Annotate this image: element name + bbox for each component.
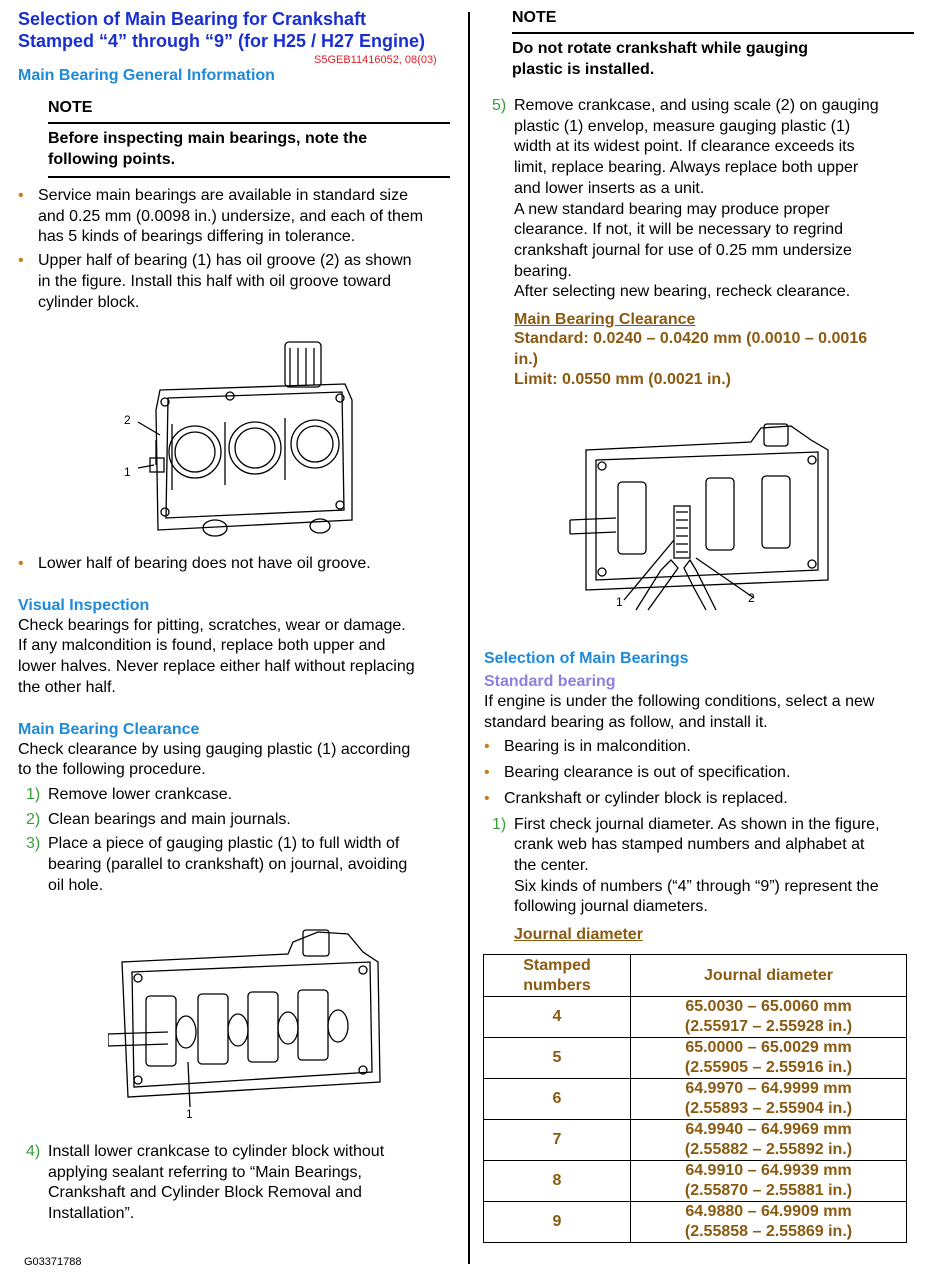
diameter-in: (2.55882 – 2.55892 in.) xyxy=(684,1141,853,1158)
table-title: Journal diameter xyxy=(514,926,643,944)
stamped-number-cell: 7 xyxy=(484,1120,631,1161)
step-line: Remove crankcase, and using scale (2) on gauging xyxy=(514,97,879,114)
step4-block xyxy=(18,1142,458,1225)
general-info-heading: Main Bearing General Information xyxy=(18,67,275,84)
table-row xyxy=(484,1161,907,1202)
diameter-cell xyxy=(631,1202,907,1243)
bullet-line: • Upper half of bearing (1) has oil groove (2) as shown xyxy=(38,252,412,270)
diameter-in: (2.55870 – 2.55881 in.) xyxy=(684,1182,853,1199)
step-line: Crankshaft and Cylinder Block Removal and xyxy=(48,1184,362,1202)
step-number: 4) xyxy=(26,1143,41,1160)
bullet-line: • Lower half of bearing does not have oil groove. xyxy=(38,555,371,572)
step-line: First check journal diameter. As shown in the figure, xyxy=(514,815,880,833)
note-box-right xyxy=(512,8,914,86)
note-text xyxy=(48,124,450,176)
page-title-line-2: Stamped “4” through “9” (for H25 / H27 Engine) xyxy=(18,31,426,51)
column-header-stamped xyxy=(484,955,631,997)
left-column xyxy=(18,8,458,313)
step-item xyxy=(18,1142,458,1225)
note-body-wrap xyxy=(512,32,914,86)
bullet-line: • Service main bearings are available in standard size xyxy=(38,187,408,204)
diameter-cell xyxy=(631,1120,907,1161)
note-text-line: Do not rotate crankshaft while gauging xyxy=(512,40,809,57)
bullet-line: • Crankshaft or cylinder block is replaced. xyxy=(504,789,788,807)
note-body-wrap xyxy=(48,122,450,178)
figure-callout-1: 1 xyxy=(616,595,623,609)
column-divider xyxy=(468,12,470,1264)
step-line: Installation”. xyxy=(48,1205,135,1223)
note-label: NOTE xyxy=(512,9,557,26)
step-line: Six kinds of numbers (“4” through “9”) represent the xyxy=(514,877,879,895)
note-text-line: plastic is installed. xyxy=(512,61,655,78)
text-line: If any malcondition is found, replace both upper and xyxy=(18,637,386,655)
table-row xyxy=(484,1202,907,1243)
list-item xyxy=(484,763,914,784)
diameter-in: (2.55905 – 2.55916 in.) xyxy=(684,1059,853,1076)
selection-heading: Selection of Main Bearings xyxy=(484,650,689,667)
text-line: standard bearing as follow, and install it. xyxy=(484,713,768,731)
cylinder-block-figure xyxy=(120,340,365,545)
spec-line: in.) xyxy=(514,350,538,368)
left-column-lower xyxy=(18,554,458,896)
list-item xyxy=(18,554,458,575)
bullet-line: cylinder block. xyxy=(38,293,140,311)
journal-diameter-table xyxy=(483,954,907,1243)
bullet-line: • Bearing is in malcondition. xyxy=(504,738,691,756)
table-row xyxy=(484,1120,907,1161)
stamped-number-cell: 8 xyxy=(484,1161,631,1202)
list-item xyxy=(484,789,914,810)
stamped-number-cell: 5 xyxy=(484,1038,631,1079)
step-line: bearing (parallel to crankshaft) on journal, avoiding xyxy=(48,856,408,874)
diameter-in: (2.55858 – 2.55869 in.) xyxy=(684,1223,853,1240)
step-line: Place a piece of gauging plastic (1) to full width of xyxy=(48,835,400,853)
stamped-number-cell: 9 xyxy=(484,1202,631,1243)
note-text-line: Before inspecting main bearings, note the xyxy=(48,130,368,147)
text-line: lower halves. Never replace either half without replacing xyxy=(18,658,415,676)
clearance-text xyxy=(18,740,458,781)
page-title-line-1: Selection of Main Bearing for Crankshaft xyxy=(18,9,367,29)
step-item xyxy=(18,785,458,806)
diameter-cell xyxy=(631,997,907,1038)
step-line: Install lower crankcase to cylinder block without xyxy=(48,1143,385,1160)
text-line: Check bearings for pitting, scratches, wear or damage. xyxy=(18,616,406,634)
step-number: 5) xyxy=(492,97,507,114)
figure-callout-1: 1 xyxy=(186,1107,193,1121)
step-line: A new standard bearing may produce proper xyxy=(514,200,830,218)
bullet-line: in the figure. Install this half with oil groove toward xyxy=(38,272,392,290)
step-line: following journal diameters. xyxy=(514,898,708,916)
step-number: 1) xyxy=(492,815,507,833)
visual-inspection-text xyxy=(18,616,458,699)
measure-gauging-figure xyxy=(566,420,836,615)
list-item xyxy=(484,737,914,758)
table-row xyxy=(484,1038,907,1079)
step-item xyxy=(484,815,914,919)
step-number: 1) xyxy=(26,785,41,803)
visual-inspection-heading: Visual Inspection xyxy=(18,596,150,614)
spec-limit: Limit: 0.0550 mm (0.0021 in.) xyxy=(514,371,731,389)
step-line: plastic (1) envelop, measure gauging plastic (1) xyxy=(514,117,851,135)
diameter-cell xyxy=(631,1079,907,1120)
bullet-line: has 5 kinds of bearings differing in tolerance. xyxy=(38,228,356,246)
text-line: Check clearance by using gauging plastic (1) according xyxy=(18,740,411,758)
step-number: 2) xyxy=(26,810,41,828)
step-item xyxy=(18,834,458,896)
diameter-mm: 65.0030 – 65.0060 mm xyxy=(685,998,852,1015)
clearance-heading: Main Bearing Clearance xyxy=(18,720,200,738)
step-line: clearance. If not, it will be necessary to regrind xyxy=(514,221,844,239)
crankshaft-gauging-figure xyxy=(108,922,393,1122)
procedure-steps xyxy=(18,785,458,897)
diameter-in: (2.55917 – 2.55928 in.) xyxy=(684,1018,853,1035)
right-column xyxy=(484,8,914,391)
diameter-mm: 64.9970 – 64.9999 mm xyxy=(685,1080,852,1097)
diameter-cell xyxy=(631,1038,907,1079)
diameter-mm: 64.9910 – 64.9939 mm xyxy=(685,1162,852,1179)
step-number: 3) xyxy=(26,835,41,853)
column-header-diameter: Journal diameter xyxy=(631,955,907,997)
note-label: NOTE xyxy=(48,99,93,116)
step-line: crank web has stamped numbers and alphabet at xyxy=(514,836,865,854)
diameter-mm: 65.0000 – 65.0029 mm xyxy=(685,1039,852,1056)
step-item xyxy=(18,810,458,831)
table-row xyxy=(484,1079,907,1120)
text-line: If engine is under the following conditions, select a new xyxy=(484,693,875,710)
diameter-in: (2.55893 – 2.55904 in.) xyxy=(684,1100,853,1117)
step-line: Clean bearings and main journals. xyxy=(48,810,291,828)
bullet-line: • Bearing clearance is out of specification. xyxy=(504,764,791,782)
step-line: width at its widest point. If clearance exceeds its xyxy=(514,138,855,156)
step-line: and lower inserts as a unit. xyxy=(514,179,705,197)
list-item xyxy=(18,186,458,248)
list-item xyxy=(18,251,458,313)
document-code: S5GEB11416052, 08(03) xyxy=(314,54,437,66)
figure-id-footer: G03371788 xyxy=(24,1256,82,1268)
clearance-spec xyxy=(514,311,914,391)
text-line: the other half. xyxy=(18,678,116,696)
step-line: After selecting new bearing, recheck clearance. xyxy=(514,283,851,301)
step-line: oil hole. xyxy=(48,876,104,894)
header-line: numbers xyxy=(523,976,591,994)
step-item xyxy=(484,96,914,303)
note-text-line: following points. xyxy=(48,151,176,168)
selection-section xyxy=(484,649,914,946)
bullet-list-left xyxy=(18,186,458,313)
figure-callout-2: 2 xyxy=(748,591,755,605)
text-line: to the following procedure. xyxy=(18,761,206,779)
spec-line: Standard: 0.0240 – 0.0420 mm (0.0010 – 0.0016 xyxy=(514,330,868,348)
bullet-list-right xyxy=(484,737,914,809)
note-text xyxy=(512,34,914,86)
note-box-left xyxy=(48,98,450,178)
selection-text xyxy=(484,692,914,733)
spec-standard xyxy=(514,329,914,370)
spec-heading: Main Bearing Clearance xyxy=(514,311,696,329)
step-line: the center. xyxy=(514,856,589,874)
header-line: Stamped xyxy=(523,956,591,974)
step-line: applying sealant referring to “Main Bearings, xyxy=(48,1163,362,1181)
step-line: limit, replace bearing. Always replace both upper xyxy=(514,159,859,177)
diameter-cell xyxy=(631,1161,907,1202)
figure-callout-2: 2 xyxy=(124,413,131,427)
stamped-number-cell: 4 xyxy=(484,997,631,1038)
table-row xyxy=(484,997,907,1038)
standard-bearing-heading: Standard bearing xyxy=(484,673,616,690)
step-line: crankshaft journal for use of 0.25 mm undersize xyxy=(514,241,852,259)
step-line: Remove lower crankcase. xyxy=(48,785,233,803)
diameter-mm: 64.9940 – 64.9969 mm xyxy=(685,1121,852,1138)
step-line: bearing. xyxy=(514,262,572,280)
table-header-row xyxy=(484,955,907,997)
bullet-line: and 0.25 mm (0.0098 in.) undersize, and each of them xyxy=(38,207,424,225)
figure-callout-1: 1 xyxy=(124,465,131,479)
diameter-mm: 64.9880 – 64.9909 mm xyxy=(685,1203,852,1220)
stamped-number-cell: 6 xyxy=(484,1079,631,1120)
